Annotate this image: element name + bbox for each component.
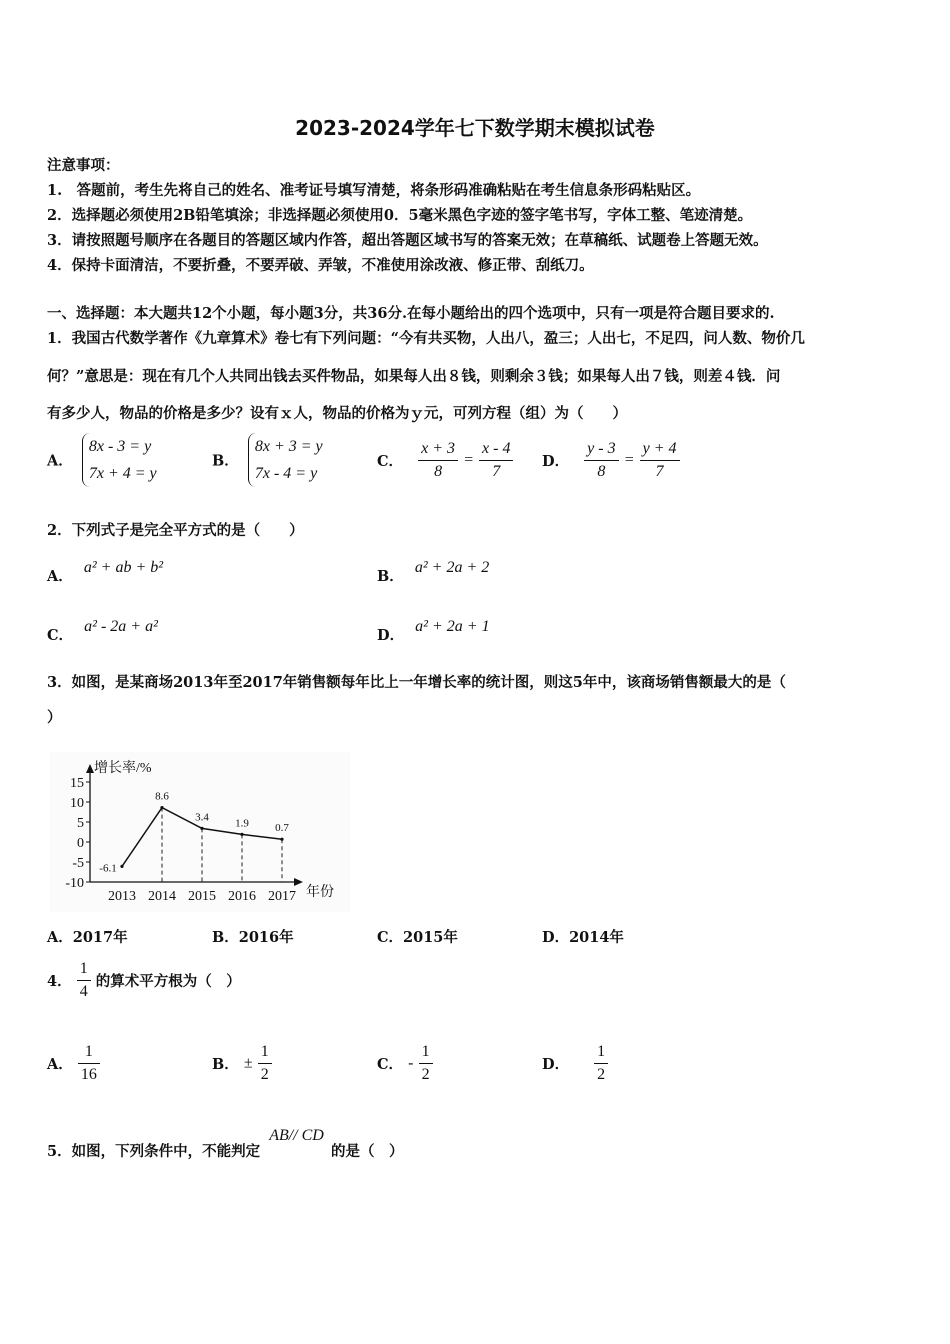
numerator: 1 (594, 1043, 608, 1064)
y-tick-label: 10 (70, 796, 84, 811)
numerator: 1 (78, 1043, 100, 1064)
equals-sign: = (623, 451, 635, 469)
parallel-condition: AB// CD (269, 1127, 324, 1144)
option-label: D． (542, 453, 570, 470)
data-point (120, 865, 123, 868)
numerator: x - 4 (479, 440, 513, 461)
denominator: 4 (79, 983, 88, 1000)
page-title: 2023-2024学年七下数学期末模拟试卷 (295, 116, 655, 140)
q1-option-b[interactable] (212, 433, 323, 487)
data-label: 0.7 (275, 822, 289, 835)
y-axis-label: 增长率/% (94, 761, 152, 776)
q3-option-b[interactable]: B．2016年 (212, 929, 294, 946)
q2-option-c[interactable] (47, 615, 158, 644)
plus-minus-sign: ± (243, 1054, 253, 1072)
fraction (584, 440, 618, 481)
option-label: B． (377, 568, 404, 585)
q5-stem (47, 1124, 404, 1160)
question-number: 4． (47, 973, 72, 990)
equation: 7x - 4 = y (254, 465, 318, 482)
option-label: C． (377, 453, 404, 470)
option-label: D． (542, 1056, 570, 1073)
denominator: 2 (597, 1066, 606, 1083)
x-tick-label: 2017 (268, 889, 296, 904)
data-label: 1.9 (235, 817, 249, 830)
q1-stem-line-2: 何？”意思是：现在有几个人共同出钱去买件物品，如果每人出８钱，则剩余３钱；如果每人出７钱，则差４钱．问 (47, 368, 781, 385)
q2-option-b[interactable] (377, 556, 490, 585)
option-label: A． (47, 568, 73, 585)
notice-item-3: 3．请按照题号顺序在各题目的答题区域内作答，超出答题区域书写的答案无效；在草稿纸、试题卷上答题无效。 (47, 232, 768, 249)
fraction (419, 1043, 433, 1084)
x-tick-label: 2013 (108, 889, 136, 904)
q1-stem-line-1: 1．我国古代数学著作《九章算术》卷七有下列问题：“今有共买物，人出八，盈三；人出七，不足四，问人数、物价几 (47, 330, 805, 347)
fraction (258, 1043, 272, 1084)
option-label: C． (47, 627, 74, 644)
option-label: C． (377, 1056, 404, 1073)
q2-option-d[interactable] (377, 615, 490, 644)
data-point (200, 827, 203, 830)
fraction (640, 440, 680, 481)
denominator: 8 (434, 463, 443, 480)
notice-item-2: 2．选择题必须使用2B铅笔填涂；非选择题必须使用0．5毫米黑色字迹的签字笔书写，字体工整、笔迹清楚。 (47, 207, 753, 224)
x-tick-label: 2015 (188, 889, 216, 904)
expression: a² + ab + b² (83, 559, 164, 576)
q3-option-d[interactable]: D．2014年 (542, 929, 624, 946)
q3-option-c[interactable]: C．2015年 (377, 929, 458, 946)
numerator: y - 3 (584, 440, 618, 461)
q1-option-c[interactable] (377, 440, 513, 481)
data-point (280, 838, 283, 841)
equals-sign: = (463, 451, 474, 469)
q2-option-a[interactable] (47, 556, 164, 585)
q1-option-d[interactable] (542, 440, 680, 481)
section-heading: 一、选择题：本大题共12个小题，每小题3分，共36分.在每小题给出的四个选项中，只有一项是符合题目要求的. (47, 305, 775, 322)
question-text: 的算术平方根为（ ） (95, 973, 241, 990)
q4-option-d[interactable] (542, 1043, 608, 1084)
y-tick-label: -10 (65, 876, 84, 891)
notice-heading: 注意事项： (47, 157, 120, 174)
numerator: y + 4 (640, 440, 680, 461)
y-tick-label: 0 (77, 836, 84, 851)
denominator: 7 (655, 463, 664, 480)
expression: a² + 2a + 2 (414, 559, 490, 576)
denominator: 16 (80, 1066, 97, 1083)
denominator: 8 (597, 463, 606, 480)
denominator: 2 (260, 1066, 269, 1083)
option-label: A． (47, 452, 73, 470)
data-point (240, 833, 243, 836)
notice-item-4: 4．保持卡面清洁，不要折叠，不要弄破、弄皱，不准使用涂改液、修正带、刮纸刀。 (47, 257, 594, 274)
y-tick-label: -5 (72, 856, 84, 871)
q3-stem: 3．如图，是某商场2013年至2017年销售额每年比上一年增长率的统计图，则这5年中，该商场销售额最大的是（ (47, 674, 786, 691)
option-label: B． (212, 1056, 239, 1073)
q1-stem-line-3: 有多少人，物品的价格是多少？设有ｘ人，物品的价格为ｙ元，可列方程（组）为（ ） (47, 405, 627, 422)
equation-system (248, 433, 323, 487)
fraction (77, 960, 91, 1001)
minus-sign: - (408, 1054, 414, 1072)
option-label: D． (377, 627, 405, 644)
equation: 7x + 4 = y (88, 465, 157, 482)
numerator: x + 3 (418, 440, 458, 461)
option-label: B． (212, 452, 239, 470)
equation-system (82, 433, 157, 487)
y-tick-label: 5 (77, 816, 84, 831)
x-tick-label: 2014 (148, 889, 176, 904)
question-text: 5．如图，下列条件中，不能判定 (47, 1143, 261, 1160)
q4-option-c[interactable] (377, 1043, 433, 1084)
numerator: 1 (258, 1043, 272, 1064)
expression: a² - 2a + a² (84, 618, 158, 635)
denominator: 2 (421, 1066, 430, 1083)
fraction (78, 1043, 100, 1084)
q4-option-a[interactable] (47, 1043, 100, 1084)
y-tick-label: 15 (70, 776, 84, 791)
denominator: 7 (492, 463, 501, 480)
q3-stem-end: ） (47, 709, 62, 726)
chart-background (50, 752, 350, 912)
numerator: 1 (419, 1043, 433, 1064)
data-label: -6.1 (99, 862, 117, 875)
q4-option-b[interactable] (212, 1043, 272, 1084)
growth-rate-chart (50, 752, 350, 912)
equation: 8x + 3 = y (254, 438, 323, 455)
q3-option-a[interactable]: A．2017年 (47, 929, 128, 946)
q4-stem (47, 960, 241, 1001)
fraction (594, 1043, 608, 1084)
option-label: A． (47, 1056, 73, 1073)
q1-option-a[interactable] (47, 433, 157, 487)
expression: a² + 2a + 1 (415, 618, 490, 635)
x-axis-label: 年份 (306, 885, 334, 900)
data-point (160, 806, 163, 809)
numerator: 1 (77, 960, 91, 981)
data-label: 8.6 (155, 790, 169, 803)
data-label: 3.4 (195, 811, 209, 824)
fraction (418, 440, 458, 481)
question-text-end: 的是（ ） (330, 1143, 404, 1160)
x-tick-label: 2016 (228, 889, 256, 904)
notice-item-1: 1. 答题前，考生先将自己的姓名、准考证号填写清楚，将条形码准确粘贴在考生信息条形码粘贴区。 (47, 182, 701, 199)
equation: 8x - 3 = y (88, 438, 152, 455)
fraction (479, 440, 513, 481)
q2-stem: 2．下列式子是完全平方式的是（ ） (47, 522, 304, 539)
